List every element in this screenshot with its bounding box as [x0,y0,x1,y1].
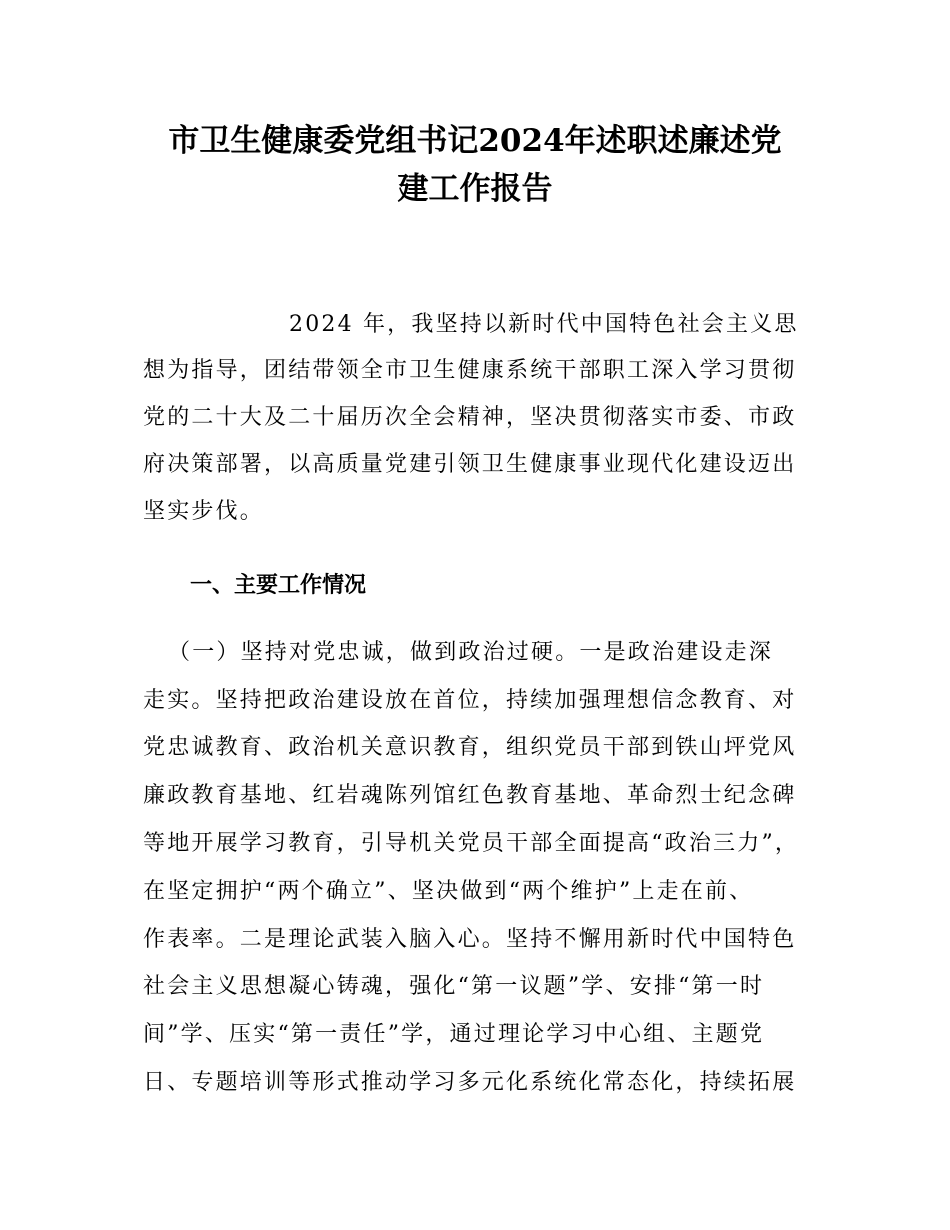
intro-paragraph-line: 府决策部署，以高质量党建引领卫生健康事业现代化建设迈出 [143,452,797,477]
intro-paragraph-line: 坚实步伐。 [143,499,265,524]
section-heading: 一、主要工作情况 [190,573,367,598]
section-paragraph-line: 作表率。二是理论武装入脑入心。坚持不懈用新时代中国特色 [143,927,797,952]
intro-paragraph-line: 想为指导，团结带领全市卫生健康系统干部职工深入学习贯彻 [143,358,797,383]
intro-paragraph-line: 党的二十大及二十届历次全会精神，坚决贯彻落实市委、市政 [143,405,797,430]
intro-paragraph-line: 2024 年，我坚持以新时代中国特色社会主义思 [289,312,799,337]
document-title-line-1: 市卫生健康委党组书记2024年述职述廉述党 [168,123,782,159]
section-paragraph-line: 间”学、压实“第一责任”学，通过理论学习中心组、主题党 [143,1022,765,1047]
section-paragraph-line: 社会主义思想凝心铸魂，强化“第一议题”学、安排“第一时 [143,974,765,999]
section-paragraph-line: 党忠诚教育、政治机关意识教育，组织党员干部到铁山坪党风 [143,735,797,760]
document-title-line-2: 建工作报告 [397,171,553,207]
section-paragraph-line: （一）坚持对党忠诚，做到政治过硬。一是政治建设走深 [168,640,774,665]
section-paragraph-line: 廉政教育基地、红岩魂陈列馆红色教育基地、革命烈士纪念碑 [143,783,797,808]
section-paragraph-line: 日、专题培训等形式推动学习多元化系统化常态化，持续拓展 [143,1070,797,1095]
section-paragraph-line: 等地开展学习教育，引导机关党员干部全面提高“政治三力”， [143,831,800,856]
section-paragraph-line: 在坚定拥护“两个确立”、坚决做到“两个维护”上走在前、 [143,879,754,904]
section-paragraph-line: 走实。坚持把政治建设放在首位，持续加强理想信念教育、对 [143,688,797,713]
